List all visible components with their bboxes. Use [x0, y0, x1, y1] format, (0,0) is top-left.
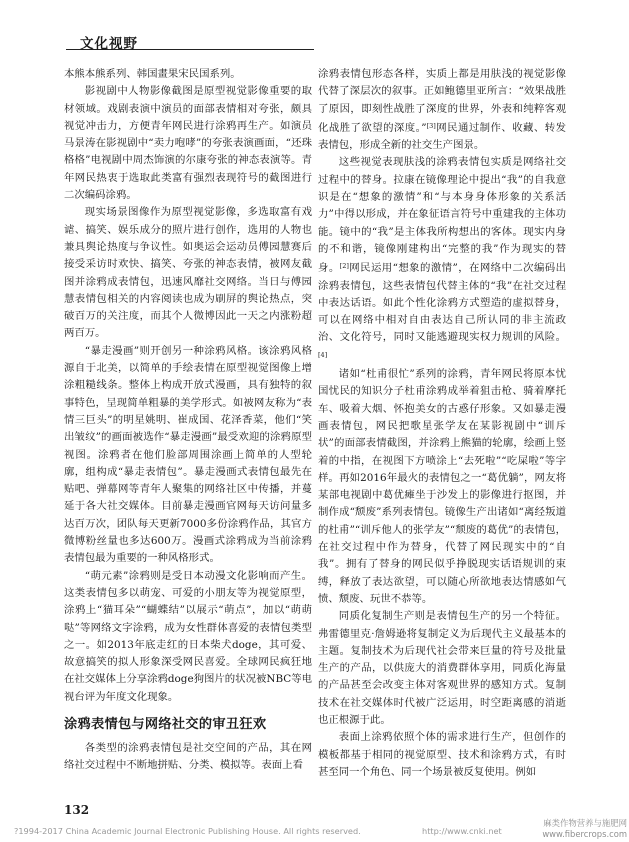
copyright-notice: ?1994-2017 China Academic Journal Electronic Publishing House. All rights reserved.	[14, 826, 361, 836]
citation-marker: [3]	[426, 121, 436, 130]
left-column	[64, 66, 312, 706]
paragraph	[318, 154, 566, 366]
paragraph-text: 网民运用“想象的激情”，在网络中二次编码出涂鸦表情包，这些表情包代替主体的“我”在社交过程中表达话语。如此个性化涂鸦方式塑造的虚拟替身，可以在网络中相对自由表达自己所认同的非主流政治、文化符号，同时又能逃避现实权力规训的风险。	[318, 262, 567, 344]
paragraph	[318, 66, 566, 154]
paragraph-text: 这些视觉表现肤浅的涂鸦表情包实质是网络社交过程中的替身。拉康在镜像理论中提出“我”的自我意识是在“想象的激情”和“与本身身体形象的关系活力”中得以形成，并在象征语言符号中重建我的主体功能。镜中的“我”是主体我所构想出的客体。现实内身的不和谐，镜像刚建构出“完整的我”作为现实的替身。	[318, 156, 566, 275]
citation-marker: [4]	[318, 350, 328, 359]
page-number: 132	[64, 803, 90, 817]
right-column	[318, 66, 566, 781]
paragraph: 各类型的涂鸦表情包是社交空间的产品，其在网络社交过程中不断地拼贴、分类、模拟等。表面上看	[64, 742, 312, 772]
paragraph: 本熊本熊系列、韩国畫果宋民国系列。	[64, 68, 241, 80]
paragraph: 诸如“杜甫很忙”系列的涂鸦，青年网民将原本忧国忧民的知识分子杜甫涂鸦成举着狙击枪、骑着摩托车、吸着大烟、怀抱美女的古惑仔形象。又如暴走漫画表情包，网民把歌星张学友在某影视剧中“训斥状”的面部表情截图，并涂鸦上熊猫的轮廓，绘画上竖着的中指，在视图下方喷涂上“去死啦”“吃屎啦”等字样。再如2016年最火的表情包之一“葛优躺”，网友将某部电视剧中葛优瘫坐于沙发上的影像进行抠图，并制作成“颓废”系列表情包。镜像生产出诸如“离经叛道的杜甫”“训斥他人的张学友”“颓废的葛优”的表情包，在社交过程中作为替身，代替了网民现实中的“自我”。拥有了替身的网民似乎挣脱现实话语规训的束缚，释放了表达欲望，可以随心所欲地表达情感如气愤、颓废、玩世不恭等。	[318, 368, 566, 605]
paragraph: “暴走漫画”则开创另一种涂鸦风格。该涂鸦风格源自于北美，以简单的手绘表情在原型视觉图像上增涂粗糙线条。整体上构成开放式漫画，具有独特的叙事特色，呈现简单粗暴的美学形式。如被网友称为“表情三巨头”的明星姚明、崔成国、花泽香菜，他们“笑出皱纹”的画面被选作“暴走漫画”最受欢迎的涂鸦原型视图。涂鸦者在他们脸部周围涂画上简单的人型轮廓，组构成“暴走表情包”。暴走漫画式表情包最先在贴吧、弹幕网等青年人聚集的网络社区中传播，并蔓延于各大社交媒体。目前暴走漫画官网每天访问量多达百万次，团队每天更新7000多份涂鸦作品，其官方微博粉丝量也多达600万。漫画式涂鸦成为当前涂鸦表情包最为重要的一种风格形式。	[64, 344, 312, 565]
watermark-line: www.fibercrops.com	[542, 828, 627, 839]
watermark	[509, 818, 627, 839]
section-heading: 涂鸦表情包与网络社交的审丑狂欢	[64, 717, 267, 732]
left-column-bottom	[64, 740, 312, 775]
paragraph: 影视剧中人物影像截图是原型视觉影像重要的取材领域。戏剧表演中演员的面部表情相对夸张，颇具视觉冲击力，方便青年网民进行涂鸦再生产。如演员马景涛在影视剧中“卖力咆哮”的夸张表演画面，“还珠格格”电视剧中周杰饰演的尔康夸张的神态表演等。青年网民热衷于选取此类富有强烈表现符号的截图进行二次编码涂鸦。	[64, 85, 312, 202]
paragraph: 表面上涂鸦依照个体的需求进行生产，但创作的模板都基于相同的视觉原型、技术和涂鸦方式，有时甚至同一个角色、同一个场景被反复使用。例如	[318, 731, 566, 778]
paragraph: 现实场景图像作为原型视觉影像，多选取富有戏谑、搞笑、娱乐成分的照片进行创作，选用的人物也兼具舆论热度与争议性。如奥运会运动员傅园慧赛后接受采访时欢快、搞笑、夸张的神态表情，被网友截图并涂鸦成表情包，迅速风靡社交网络。当日与傅园慧表情包相关的内容阅读也成为刷屏的舆论热点，突破百万的关注度，而其个人微博因此一天之内涨粉超两百万。	[64, 206, 312, 340]
paragraph-text: 网民通过制作、收藏、转发表情包，形成全新的社交生产图景。	[318, 121, 566, 152]
footer-url: http://www.cnki.net	[422, 826, 502, 836]
paragraph: “萌元素”涂鸦则是受日本动漫文化影响而产生。这类表情包多以萌宠、可爱的小朋友等为视觉原型，涂鸦上“猫耳朵”“蝴蝶结”以展示“萌点”，加以“萌萌哒”等网络文字涂鸦，成为女性群体喜爱的表情包类型之一。如2013年底走红的日本柴犬doge，其可爱、故意搞笑的拟人形象深受网民喜爱。全球网民疯狂地在社交媒体上分享涂鸦doge狗图片的状况被NBC等电视台评为年度文化现象。	[64, 569, 312, 703]
watermark-line: 麻类作物营养与施肥网	[543, 818, 627, 828]
citation-marker: [2]	[339, 262, 349, 271]
paragraph: 同质化复制生产则是表情包生产的另一个特征。弗雷德里克·詹姆逊将复制定义为后现代主义最基本的主题。复制技术为后现代社会带来巨量的符号及批量生产的产品，以供庞大的消费群体享用，同质化海量的产品甚至会改变主体对客观世界的感知方式。复制技术在社交媒体时代被广泛运用，时空距离感的消逝也正根源于此。	[318, 610, 566, 726]
section-title: 文化视野	[80, 36, 138, 52]
paragraph-text: 涂鸦表情包形态各样，实质上都是用肤浅的视觉影像代替了深层次的叙事。正如鲍德里亚所言：“效果战胜了原因，即刻性战胜了深度的世界，外表和纯粹客观化战胜了欲望的深度。”	[318, 68, 566, 134]
